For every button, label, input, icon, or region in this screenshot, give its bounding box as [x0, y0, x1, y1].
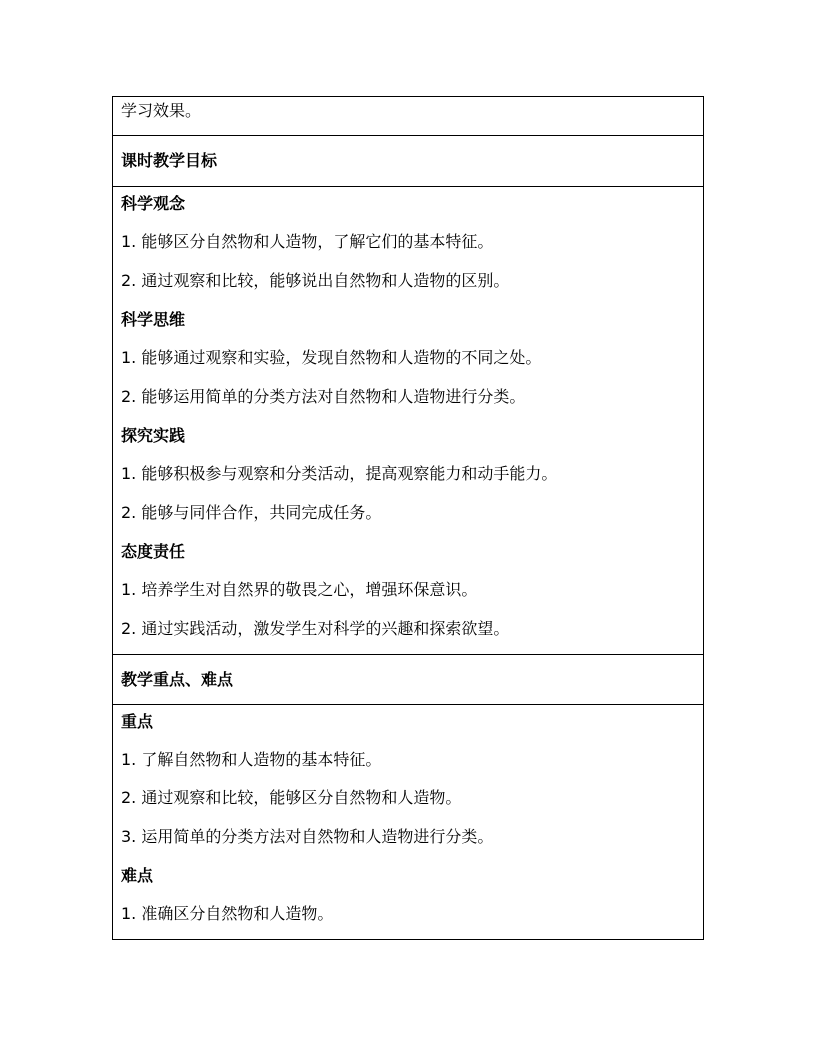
- key-difficult-heading: 教学重点、难点: [121, 670, 234, 689]
- key-difficult-content-row: [113, 705, 703, 939]
- continuation-row: [113, 97, 703, 136]
- list-item: 1. 准确区分自然物和人造物。: [121, 904, 334, 923]
- objectives-content-row: [113, 187, 703, 655]
- section-title-attitude-responsibility: 态度责任: [121, 542, 186, 561]
- section-title-science-thinking: 科学思维: [121, 310, 186, 329]
- section-title-difficulties: 难点: [121, 866, 154, 885]
- section-title-inquiry-practice: 探究实践: [121, 426, 186, 445]
- section-title-science-concept: 科学观念: [121, 194, 186, 213]
- list-item: 3. 运用简单的分类方法对自然物和人造物进行分类。: [121, 827, 494, 846]
- list-item: 1. 能够区分自然物和人造物，了解它们的基本特征。: [121, 232, 494, 251]
- objectives-heading: 课时教学目标: [121, 151, 218, 170]
- list-item: 2. 通过实践活动，激发学生对科学的兴趣和探索欲望。: [121, 619, 510, 638]
- list-item: 2. 能够运用简单的分类方法对自然物和人造物进行分类。: [121, 387, 526, 406]
- list-item: 1. 培养学生对自然界的敬畏之心，增强环保意识。: [121, 580, 478, 599]
- key-difficult-heading-row: [113, 655, 703, 705]
- list-item: 2. 通过观察和比较，能够区分自然物和人造物。: [121, 788, 462, 807]
- list-item: 2. 能够与同伴合作，共同完成任务。: [121, 503, 382, 522]
- section-title-key-points: 重点: [121, 712, 154, 731]
- list-item: 1. 了解自然物和人造物的基本特征。: [121, 750, 382, 769]
- continuation-text: 学习效果。: [121, 101, 202, 120]
- list-item: 2. 通过观察和比较，能够说出自然物和人造物的区别。: [121, 271, 510, 290]
- objectives-heading-row: [113, 136, 703, 187]
- list-item: 1. 能够积极参与观察和分类活动，提高观察能力和动手能力。: [121, 464, 558, 483]
- list-item: 1. 能够通过观察和实验，发现自然物和人造物的不同之处。: [121, 348, 542, 367]
- lesson-plan-table: [112, 96, 704, 940]
